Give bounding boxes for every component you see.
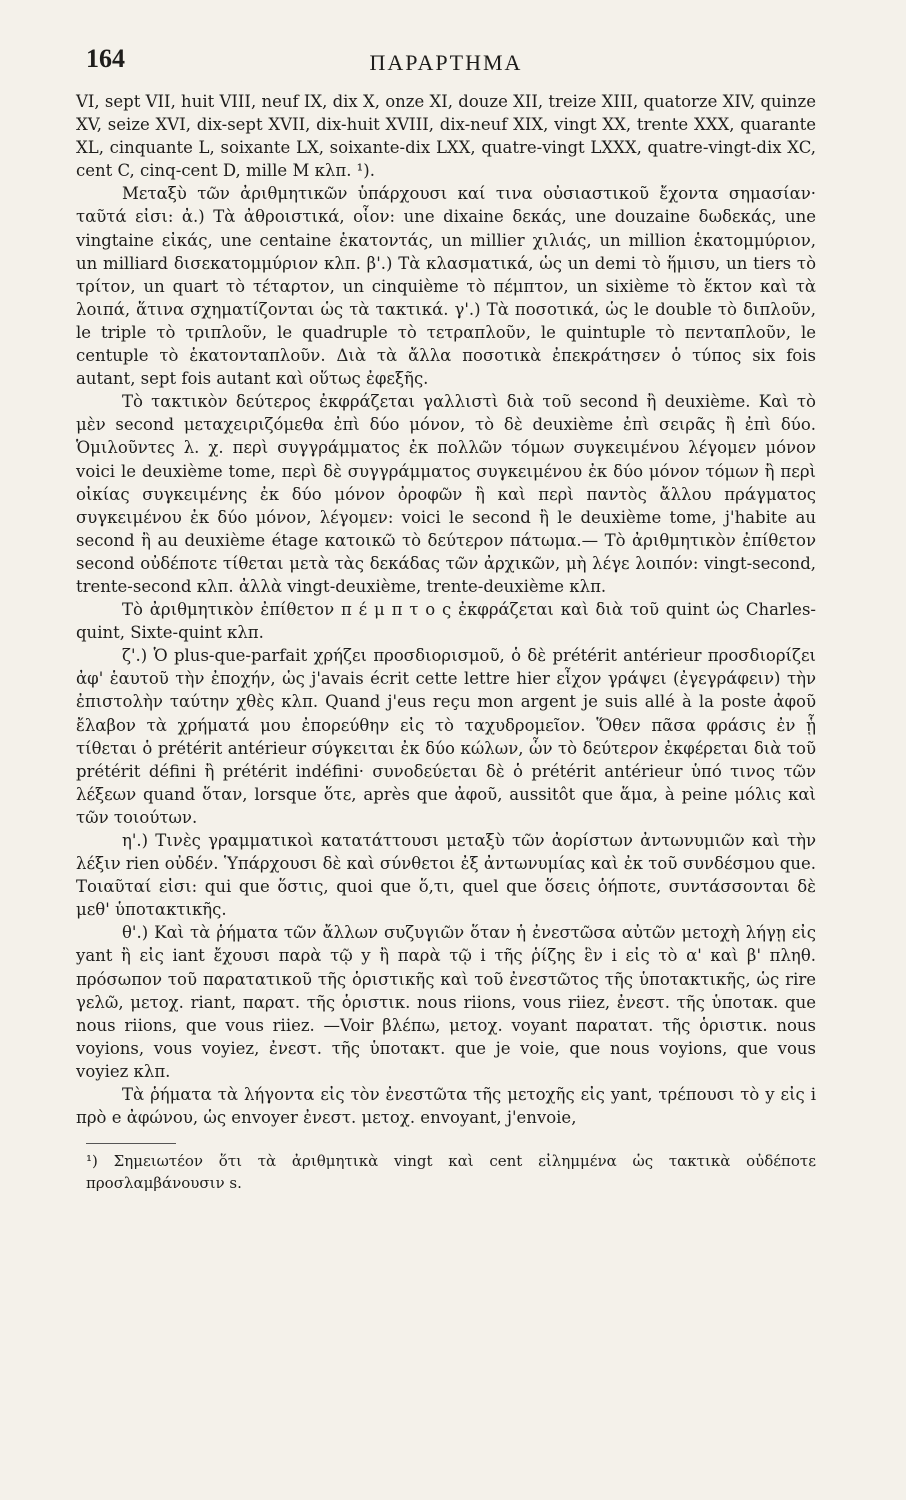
paragraph-plus-que-parfait: ζ'.) Ὁ plus-que-parfait χρήζει προσδιορισμοῦ, ὁ δὲ prétérit antérieur προσδιορίζει ἀφ' ἑαυτοῦ τὴν ἐποχήν, ὡς j'avais écrit cette lettre hier εἶχον γράψει (ἐγεγράφειν) τὴν ἐπιστολὴν ταύτην χθὲς κλπ. Quand j'eus reçu mon argent je suis allé à la poste ἀφοῦ ἔλαβον τὰ χρήματά μου ἐπορεύθην εἰς τὸ ταχυδρομεῖον. Ὅθεν πᾶσα φράσις ἐν ᾗ τίθεται ὁ prétérit antérieur σύγκειται ἐκ δύο κώλων, ὧν τὸ δεύτερον ἐκφέρεται διὰ τοῦ prétérit défini ἢ prétérit indéfini· συνοδεύεται δὲ ὁ prétérit antérieur ὑπό τινος τῶν λέξεων quand ὅταν, lorsque ὅτε, après que ἀφοῦ, aussitôt que ἅμα, à peine μόλις καὶ τῶν τοιούτων. xyxy=(76,646,816,827)
running-head: ΠΑΡΑΡΤΗΜΑ xyxy=(369,50,523,75)
paragraph-numerals: VI, sept VII, huit VIII, neuf IX, dix X, onze XI, douze XII, treize XIII, quatorze XIV, quinze XV, seize XVI, dix-sept XVII, dix-huit XVIII, dix-neuf XIX, vingt XX, trente XXX, quarante XL, cinquante L, soixante LX, soixante-dix LXX, quatre-vingt LXXX, quatre-vingt-dix XC, cent C, cinq-cent D, mille M κλπ. ¹). xyxy=(76,92,816,181)
paragraph-quint: Τὸ ἀριθμητικὸν ἐπίθετον π έ μ π τ ο ς ἐκφράζεται καὶ διὰ τοῦ quint ὡς Charles-quint, Sixte-quint κλπ. xyxy=(76,600,816,643)
paragraph-rien: η'.) Τινὲς γραμματικοὶ κατατάττουσι μεταξὺ τῶν ἀορίστων ἀντωνυμιῶν καὶ τὴν λέξιν rien οὐδέν. Ὑπάρχουσι δὲ καὶ σύνθετοι ἐξ ἀντωνυμίας καὶ ἐκ τοῦ συνδέσμου que. Τοιαῦταί εἰσι: qui que ὅστις, quoi que ὅ,τι, quel que ὅσεις ὁήποτε, συντάσσονται δὲ μεθ' ὑποτακτικῆς. xyxy=(76,831,816,920)
paragraph-second-deuxieme: Τὸ τακτικὸν δεύτερος ἐκφράζεται γαλλιστὶ διὰ τοῦ second ἢ deuxième. Καὶ τὸ μὲν second μεταχειριζόμεθα ἐπὶ δύο μόνον, τὸ δὲ deuxième ἐπὶ σειρᾶς ἢ ἐπὶ δύο. Ὁμιλοῦντες λ. χ. περὶ συγγράμματος ἐκ πολλῶν τόμων συγκειμένου λέγομεν μόνον voici le deuxième tome, περὶ δὲ συγγράμματος συγκειμένου ἐκ δύο μόνον τόμων ἢ περὶ οἰκίας συγκειμένης ἐκ δύο μόνον ὀροφῶν ἢ καὶ περὶ παντὸς ἄλλου πράγματος συγκειμένου ἐκ δύο μόνον, λέγομεν: voici le second ἢ le deuxième tome, j'habite au second ἢ au deuxième étage κατοικῶ τὸ δεύτερον πάτωμα.— Τὸ ἀριθμητικὸν ἐπίθετον second οὐδέποτε τίθεται μετὰ τὰς δεκάδας τῶν ἀρχικῶν, μὴ λέγε λοιπόν: vingt-second, trente-second κλπ. ἀλλὰ vingt-deuxième, trente-deuxième κλπ. xyxy=(76,392,816,596)
footnote-divider xyxy=(86,1143,176,1144)
page-number: 164 xyxy=(86,44,125,73)
footnote: ¹) Σημειωτέον ὅτι τὰ ἀριθμητικὰ vingt καὶ cent εἰλημμένα ὡς τακτικὰ οὐδέποτε προσλαμβάνουσιν s. xyxy=(86,1152,816,1193)
paragraph-substantive-numerals: Μεταξὺ τῶν ἀριθμητικῶν ὑπάρχουσι καί τινα οὐσιαστικοῦ ἔχοντα σημασίαν· ταῦτά εἰσι: ἀ.) Τὰ ἀθροιστικά, οἷον: une dixaine δεκάς, une douzaine δωδεκάς, une vingtaine εἰκάς, une centaine ἑκατοντάς, un millier χιλιάς, un million ἑκατομμύριον, un milliard δισεκατομμύριον κλπ. β'.) Τὰ κλασματικά, ὡς un demi τὸ ἥμισυ, un tiers τὸ τρίτον, un quart τὸ τέταρτον, un cinquième τὸ πέμπτον, un sixième τὸ ἕκτον καὶ τὰ λοιπά, ἅτινα σχηματίζονται ὡς τὰ τακτικά. γ'.) Τὰ ποσοτικά, ὡς le double τὸ διπλοῦν, le triple τὸ τριπλοῦν, le quadruple τὸ τετραπλοῦν, le quintuple τὸ πενταπλοῦν, le centuple τὸ ἑκατονταπλοῦν. Διὰ τὰ ἄλλα ποσοτικὰ ἐπεκράτησεν ὁ τύπος six fois autant, sept fois autant καὶ οὕτως ἐφεξῆς. xyxy=(76,184,816,389)
page-header xyxy=(76,40,816,84)
paragraph-verbs-envoyer: Τὰ ῥήματα τὰ λήγοντα εἰς τὸν ἐνεστῶτα τῆς μετοχῆς εἰς yant, τρέπουσι τὸ y εἰς i πρὸ e ἀφώνου, ὡς envoyer ἐνεστ. μετοχ. envoyant, j'envoie, xyxy=(76,1085,816,1128)
paragraph-verbs-yant-iant: θ'.) Καὶ τὰ ῥήματα τῶν ἄλλων συζυγιῶν ὅταν ἡ ἐνεστῶσα αὐτῶν μετοχὴ λήγῃ εἰς yant ἢ εἰς iant ἔχουσι παρὰ τῷ y ἢ παρὰ τῷ i τῆς ῥίζης ἓν i εἰς τὸ α' καὶ β' πληθ. πρόσωπον τοῦ παρατατικοῦ τῆς ὁριστικῆς καὶ τοῦ ἐνεστῶτος τῆς ὑποτακτικῆς, ὡς rire γελῶ, μετοχ. riant, παρατ. τῆς ὁριστικ. nous riions, vous riiez, ἐνεστ. τῆς ὑποτακ. que nous riions, que vous riiez. —Voir βλέπω, μετοχ. voyant παρατατ. τῆς ὁριστικ. nous voyions, vous voyiez, ἐνεστ. τῆς ὑποτακτ. que je voie, que nous voyions, que vous voyiez κλπ. xyxy=(76,923,816,1081)
body-text xyxy=(76,90,816,1129)
